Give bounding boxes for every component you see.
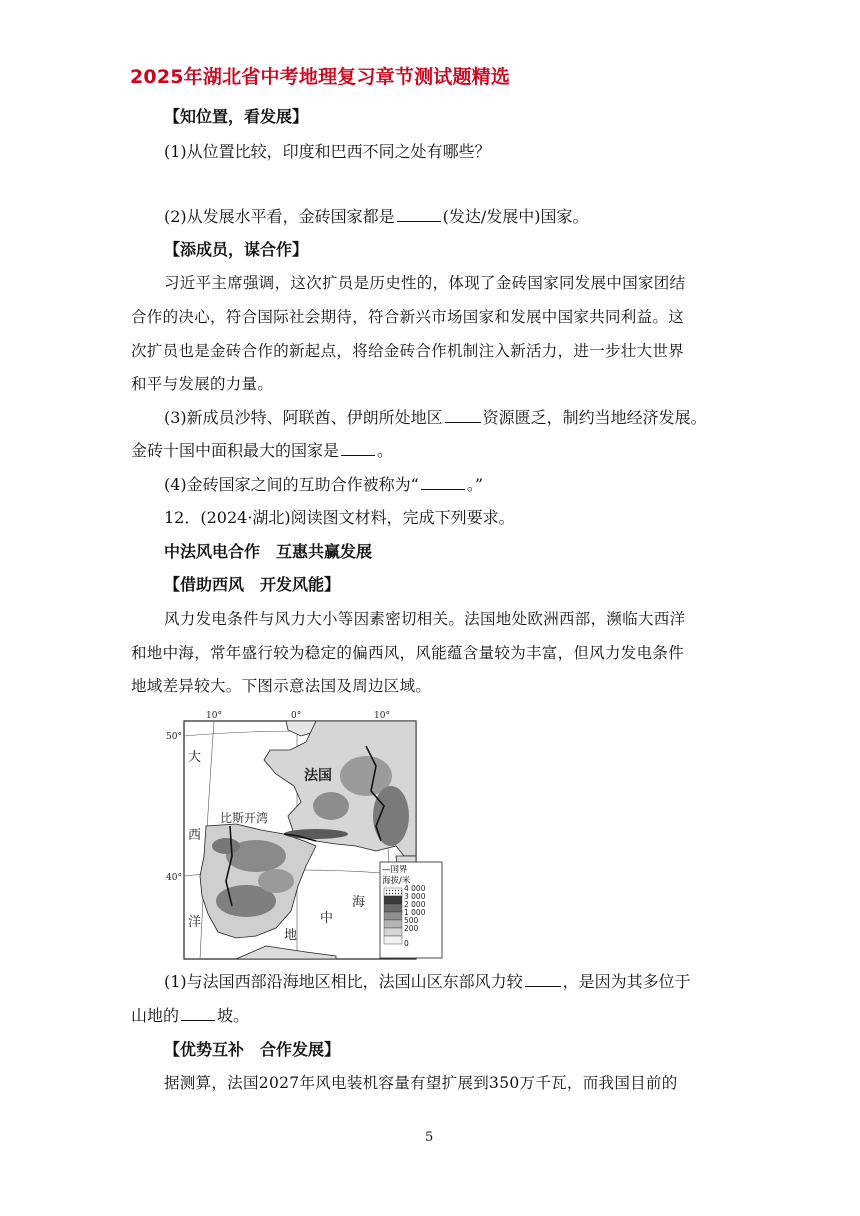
lon-label: 10°: [206, 711, 222, 721]
question-4-text-a: (4)金砖国家之间的互助合作被称为“: [164, 475, 419, 494]
question-3-text-a: (3)新成员沙特、阿联酋、伊朗所处地区: [164, 408, 443, 427]
section-title-westerly: 【借助西风 开发风能】: [164, 575, 341, 594]
bay-label: 比斯开湾: [220, 811, 269, 825]
question-wind-1: [164, 972, 691, 992]
answer-blank[interactable]: [421, 475, 465, 490]
question-wind-text-d: 坡。: [217, 1006, 250, 1025]
paragraph-line: 合作的决心，符合国际社会期待，符合新兴市场国家和发展中国家共同利益。这: [131, 308, 685, 326]
paragraph-line: 地域差异较大。下图示意法国及周边区域。: [131, 677, 432, 695]
question-4: [164, 475, 483, 495]
answer-blank[interactable]: [525, 972, 561, 987]
lon-label: 0°: [291, 711, 302, 721]
answer-blank[interactable]: [341, 441, 375, 456]
topic-title: 中法风电合作 互惠共赢发展: [164, 542, 373, 561]
question-2-text-a: (2)从发展水平看，金砖国家都是: [164, 207, 395, 226]
legend-value: 200: [404, 924, 419, 933]
legend-value: 2 000: [404, 900, 426, 909]
legend-value: 0: [404, 939, 409, 948]
paragraph-line: 和地中海，常年盛行较为稳定的偏西风，风能蕴含量较为丰富，但风力发电条件: [131, 644, 685, 662]
question-3: [164, 408, 707, 428]
legend-border: —国界: [382, 865, 408, 875]
legend-value: 3 000: [404, 892, 426, 901]
question-2-text-b: (发达/发展中)国家。: [442, 207, 589, 226]
ocean-label: 西: [188, 828, 202, 843]
lat-label: 40°: [166, 873, 182, 883]
france-region-map: [166, 706, 456, 962]
answer-blank[interactable]: [397, 207, 441, 222]
map-legend: [380, 862, 442, 958]
paragraph-line: 据测算，法国2027年风电装机容量有望扩展到350万千瓦，而我国目前的: [164, 1074, 678, 1092]
section-title-cooperation: 【优势互补 合作发展】: [164, 1040, 341, 1059]
question-3-cont: [131, 441, 393, 461]
question-wind-cont: [131, 1006, 249, 1026]
question-1: (1)从位置比较，印度和巴西不同之处有哪些？: [164, 142, 491, 161]
legend-value: 1 000: [404, 908, 426, 917]
paragraph-line: 风力发电条件与风力大小等因素密切相关。法国地处欧洲西部，濒临大西洋: [164, 610, 686, 628]
question-wind-text-c: 山地的: [131, 1006, 180, 1025]
page-number: 5: [425, 1130, 434, 1145]
section-title-members: 【添成员，谋合作】: [164, 240, 309, 259]
document-header: 2025年湖北省中考地理复习章节测试题精选: [130, 66, 511, 88]
paragraph-line: 次扩员也是金砖合作的新起点，将给金砖合作机制注入新活力，进一步壮大世界: [131, 342, 685, 360]
ocean-label: 洋: [188, 915, 202, 930]
question-3-text-c: 金砖十国中面积最大的国家是: [131, 441, 340, 460]
paragraph-line: 和平与发展的力量。: [131, 375, 274, 393]
question-4-text-b: 。”: [466, 475, 484, 494]
legend-value: 4 000: [404, 884, 426, 893]
legend-value: 500: [404, 916, 419, 925]
answer-blank[interactable]: [181, 1006, 215, 1021]
sea-label: 海: [352, 895, 366, 910]
question-wind-text-a: (1)与法国西部沿海地区相比，法国山区东部风力较: [164, 972, 523, 991]
question-wind-text-b: ，是因为其多位于: [562, 972, 691, 991]
lon-label: 10°: [374, 711, 390, 721]
question-2: [164, 207, 589, 227]
section-title-location: 【知位置，看发展】: [164, 107, 309, 126]
country-label: 法国: [304, 768, 332, 784]
lat-label: 50°: [166, 732, 182, 742]
answer-blank[interactable]: [445, 408, 481, 423]
ocean-label: 大: [188, 750, 202, 765]
sea-label: 地: [284, 928, 298, 943]
question-3-text-b: 资源匮乏，制约当地经济发展。: [482, 408, 707, 427]
paragraph-line: 习近平主席强调，这次扩员是历史性的，体现了金砖国家同发展中国家团结: [164, 274, 686, 292]
sea-label: 中: [320, 911, 334, 926]
question-3-text-d: 。: [377, 441, 394, 460]
question-12: 12．(2024·湖北)阅读图文材料，完成下列要求。: [164, 508, 515, 527]
legend-elevation: 海拔/米: [382, 876, 411, 886]
